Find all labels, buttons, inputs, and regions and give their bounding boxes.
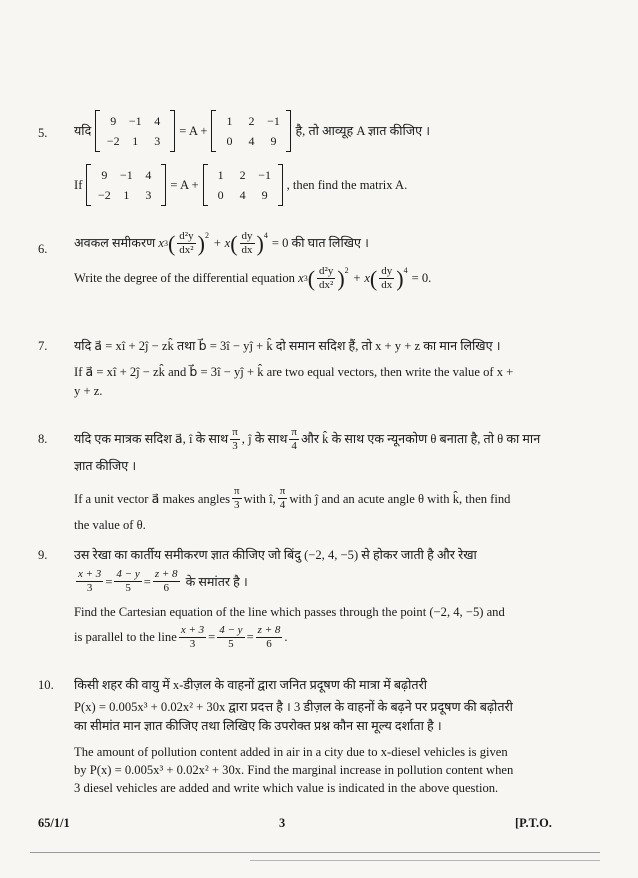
question-english: Find the Cartesian equation of the line which passes through the point (−2, 4, −5) and <box>74 605 505 620</box>
question-english: If a unit vector a⃗ makes angles $\frac{\pi}{3}$ with î, $\frac{\pi}{4}$ with ĵ and an acute angle θ with k̂, then find <box>74 485 511 512</box>
matrix-2: 1 2 −1 0 4 9 <box>211 110 291 152</box>
question-hindi: किसी शहर की वायु में x-डीज़ल के वाहनों द्वारा जनित प्रदूषण की मात्रा में बढ़ोतरी <box>74 678 428 692</box>
paper-code: 65/1/1 <box>38 816 70 830</box>
matrix-2: 1 2 −1 0 4 9 <box>203 164 283 206</box>
question-hindi: यदि a⃗ = xî + 2ĵ − zk̂ तथा b⃗ = 3î − yĵ + k̂ दो समान सदिश हैं, तो x + y + z का मान लिखिए । <box>74 339 501 353</box>
question-english: The amount of pollution content added in air in a city due to x-diesel vehicles is given by P(x) = 0.005x³ + 0.02x² + 30x. Find the marginal increase in pollution content when 3 diesel vehicles are added and write which value is indicated in the above question. <box>74 744 514 796</box>
question-hindi: उस रेखा का कार्तीय समीकरण ज्ञात कीजिए जो बिंदु (−2, 4, −5) से होकर जाती है और रेखा <box>74 548 477 562</box>
question-hindi: यदि 9 −1 4 −2 1 3 = A + 1 2 −1 0 4 9 है, तो आव्यूह A ज्ञात कीजिए । <box>74 110 514 152</box>
question-number: 7. <box>38 339 48 353</box>
footer-rule <box>30 852 600 853</box>
question-number: 10. <box>38 678 54 692</box>
question-number: 6. <box>38 242 48 256</box>
question-number: 8. <box>38 432 48 446</box>
question-hindi: यदि एक मात्रक सदिश a⃗, î के साथ $\frac{\pi}{3}$ , ĵ के साथ $\frac{\pi}{4}$ और k̂ के साथ एक न्यूनकोण θ बनाता है, तो θ का मान <box>74 426 541 452</box>
pto-label: [P.T.O. <box>515 816 552 830</box>
question-english: Write the degree of the differential equation x 3 ( $\frac{\text{d²y}}{\text{dx²}}$ ) $^2$ + x ( $\frac{dy}{dx}$ ) $^4$ = 0. <box>74 265 432 291</box>
question-english: If a⃗ = xî + 2ĵ − zk̂ and b⃗ = 3î − yĵ + k̂ are two equal vectors, then write the value of x + y + z. <box>74 365 514 398</box>
question-number: 5. <box>38 126 48 140</box>
question-number: 9. <box>38 548 48 562</box>
matrix-1: 9 −1 4 −2 1 3 <box>95 110 175 152</box>
matrix-1: 9 −1 4 −2 1 3 <box>86 164 166 206</box>
footer-rule-2 <box>250 860 600 861</box>
question-english: If 9 −1 4 −2 1 3 = A + 1 2 −1 0 4 9 , then find the matrix A. <box>74 164 514 206</box>
question-hindi: अवकल समीकरण x 3 ( $\frac{\text{d²y}}{\text{dx²}}$ ) $^2$ + x ( $\frac{dy}{dx}$ ) $^4$ = 0 की घात लिखिए । <box>74 230 369 256</box>
page-number: 3 <box>279 816 286 830</box>
exam-page: 5. यदि 9 −1 4 −2 1 3 = A + 1 2 −1 0 4 9 है, तो आव्यूह A ज्ञात कीजिए । If 9 −1 4 −2 1 3 = A + 1 2 −1 0 4 9 , then find the matrix A. 6. अवकल समीकरण x 3 ( $\frac{\text{d²y}}{\text{dx²}}$ ) $^2$ + x ( $\frac{dy}{dx}$ ) $^4$ = 0 की घात लिखिए । Write the degree of the differential equation x 3 ( $\frac{\text{d²y}}{\text{dx²}}$ ) $^2$ + x ( $\frac{dy}{dx}$ ) $^4$ = 0. 7. यदि a⃗ = xî + 2ĵ − zk̂ तथा b⃗ = 3î − yĵ + k̂ दो समान सदिश हैं, तो x + y + z का मान लिखिए । If a⃗ = xî + 2ĵ − zk̂ and b⃗ = 3î − yĵ + k̂ are two equal vectors, then write the value of x + y + z. 8. यदि एक मात्रक सदिश a⃗, î के साथ $\frac{\pi}{3}$ , ĵ के साथ $\frac{\pi}{4}$ और k̂ के साथ एक न्यूनकोण θ बनाता है, तो θ का मान ज्ञात कीजिए । If a unit vector a⃗ makes angles $\frac{\pi}{3}$ with î, $\frac{\pi}{4}$ with ĵ and an acute angle θ with k̂, then find the value of θ. 9. उस रेखा का कार्तीय समीकरण ज्ञात कीजिए जो बिंदु (−2, 4, −5) से होकर जाती है और रेखा $\frac{x + 3}{3}$ = $\frac{4 - y}{5}$ = $\frac{z + 8}{6}$ के समांतर है । Find the Cartesian equation of the line which passes through the point (−2, 4, −5) and is parallel to the line $\frac{x + 3}{3}$ = $\frac{4 - y}{5}$ = $\frac{z + 8}{6}$ . 10. किसी शहर की वायु में x-डीज़ल के वाहनों द्वारा जनित प्रदूषण की मात्रा में बढ़ोतरी P(x) = 0.005x³ + 0.02x² + 30x द्वारा प्रदत्त है । 3 डीज़ल के वाहनों के बढ़ने पर प्रदूषण की बढ़ोतरी का सीमांत मान ज्ञात कीजिए तथा लिखिए कि उपरोक्त प्रश्न कौन सा मूल्य दर्शाता है । The amount of pollution content added in air in a city due to x-diesel vehicles is given by P(x) = 0.005x³ + 0.02x² + 30x. Find the marginal increase in pollution content when 3 diesel vehicles are added and write which value is indicated in the above question. 65/1/1 3 [P.T.O. <box>0 0 638 878</box>
